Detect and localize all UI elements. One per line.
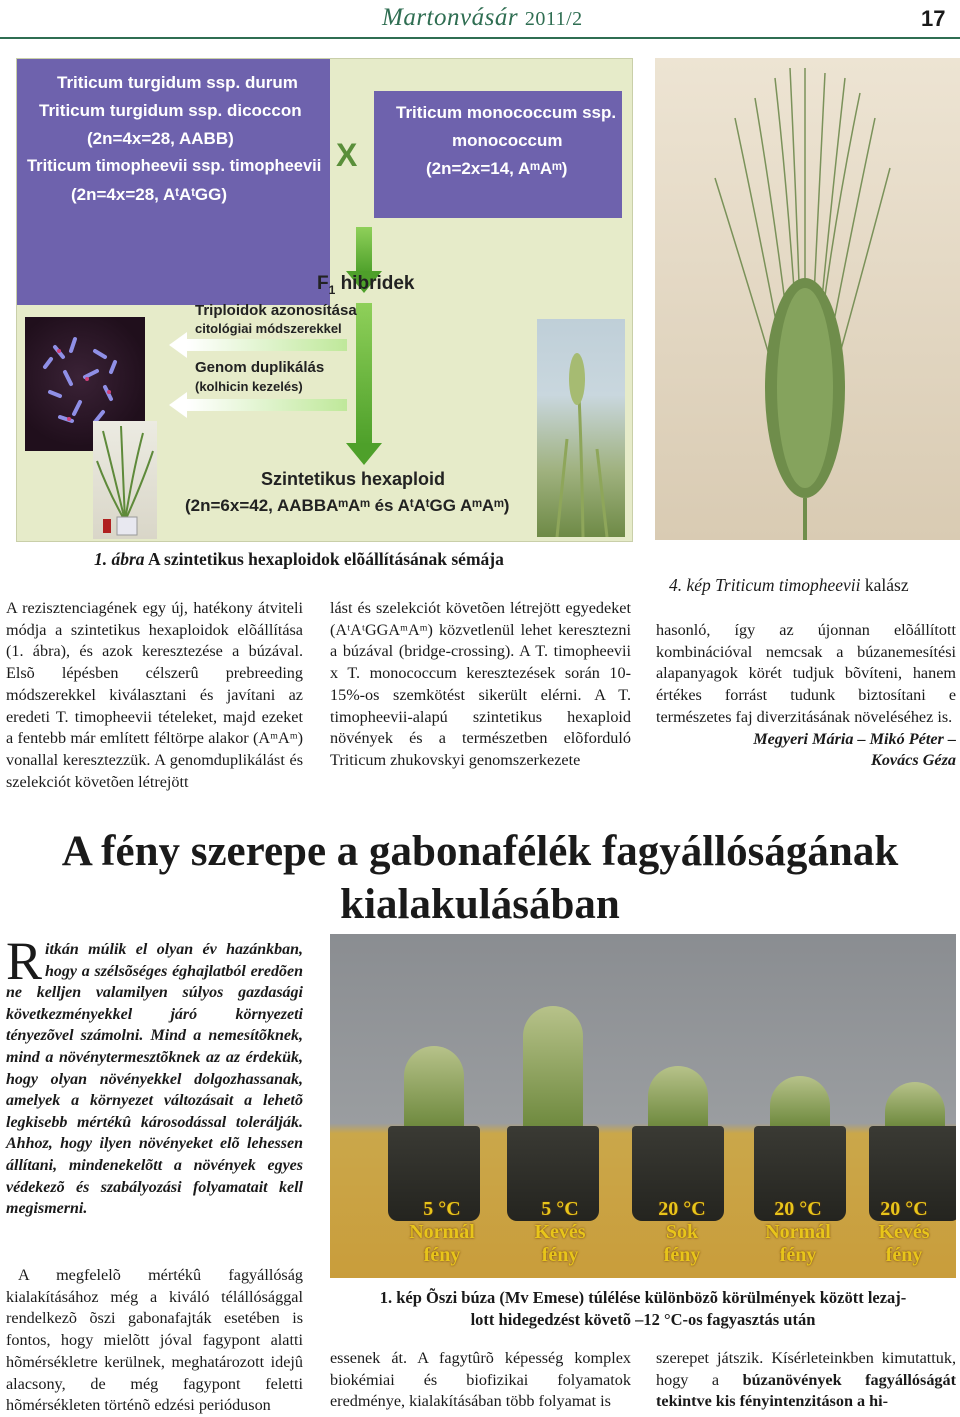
cross-symbol: X — [336, 137, 358, 173]
caption-line: 1. kép Õszi búza (Mv Emese) túlélése különbözõ körülmények között lezaj- — [379, 1288, 907, 1307]
triploid-label: Triploidok azonosítása — [195, 302, 357, 319]
left-species-line: Triticum turgidum ssp. durum — [57, 73, 298, 92]
caption-line: lott hidegedzést követõ –12 °C-os fagyasztás után — [470, 1310, 816, 1329]
synthetic-hexaploid-formula: (2n=6x=42, AABBAᵐAᵐ és AᵗAᵗGG AᵐAᵐ) — [185, 496, 510, 515]
article2-lead — [6, 931, 303, 1220]
left-species-line: (2n=4x=28, AABB) — [87, 129, 234, 148]
parent-species-box-right — [374, 91, 622, 218]
wheat-plant — [404, 1046, 464, 1126]
title-line: A fény szerepe a gabonafélék fagyállóságának — [61, 828, 899, 875]
magazine-issue: 2011/2 — [524, 8, 583, 30]
photo4-caption: 4. kép Triticum timopheevii kalász — [669, 575, 909, 595]
figure1-caption: 1. ábra A szintetikus hexaploidok elõállításának sémája — [94, 549, 504, 569]
arrow-down-2 — [356, 303, 372, 445]
article2-paragraph: szerepet játszik. Kísérleteinkben kimutattuk, hogy a búzanövények fagyállóságát tekintve kis fényintenzitáson a hi- — [656, 1349, 956, 1411]
wheat-plant — [523, 1006, 583, 1126]
right-species-line: monococcum — [452, 131, 563, 150]
article1-paragraph: lást és szelekciót követõen létrejött egyedeket (AᵗAᵗGGAᵐAᵐ) közvetlenül lehet keresztezni a búzával (bridge-crossing). A T. timopheevii x T. monococcum keresztezések során 10-15%-os szemkötést sikerült elérni. A T. timopheevii-alapú szintetikus hexaploid növények és a természetben elõforduló Triticum zhukovskyi genomszerkezete — [330, 599, 631, 769]
pot-label: 20 °C Kevés fény — [878, 1198, 930, 1266]
article1-column3 — [656, 620, 956, 772]
arrow-head-left-2 — [169, 392, 187, 418]
article1-column2 — [330, 598, 631, 772]
magazine-name: Martonvásár — [382, 4, 519, 31]
article2-title — [0, 825, 960, 931]
page-number: 17 — [921, 6, 946, 31]
synthetic-hexaploid-label: Szintetikus hexaploid — [261, 469, 446, 489]
author-signature: Kovács Géza — [871, 751, 956, 770]
article2-paragraph: A megfelelõ mértékû fagyállóság kialakításához még a kiváló télállósággal rendelkezõ õszi gabonafajták esetében is fontos, hogy mielõtt jóval fagypont alatti hõmérsékletre kerülnek, meghatározott idejû alacsony, de még fagypont feletti hõmérsékleten történõ edzési perióduson — [6, 1266, 303, 1415]
title-line: kialakulásában — [340, 881, 620, 928]
author-signature: Megyeri Mária – Mikó Péter – — [753, 729, 956, 748]
pot-label: 20 °C Normál fény — [765, 1198, 831, 1266]
wheat-pots-photo — [330, 934, 956, 1278]
left-species-line: Triticum timopheevii ssp. timopheevii — [27, 157, 322, 175]
photo1-caption — [330, 1287, 956, 1331]
field-wheat-photo — [537, 319, 625, 537]
article1-column1 — [6, 598, 303, 793]
arrow-left-1 — [187, 339, 347, 351]
arrow-down-1 — [356, 227, 372, 273]
wheat-plant — [648, 1066, 708, 1126]
pot-label: 20 °C Sok fény — [658, 1198, 706, 1266]
right-species-line: Triticum monococcum ssp. — [396, 103, 617, 122]
parent-species-box-left — [17, 59, 330, 305]
lead-text: itkán múlik el olyan év hazánkban, hogy a szélsõséges éghajlatból eredõen ne kelljen valamilyen súlyos gazdasági következményekkel járó környezeti tényezõvel számolni. Mind a nemesítõknek, mind a növénytermesztõknek az az érdekük, hogy olyan növényekkel dolgozhassanak, amelyek a környezet változásait a lehetõ legkisebb mértékû károsodással tolerálják. Ahhoz, hogy ilyen növényeket elõ lehessen állítani, mindenekelõtt a növények egyes védekezõ és szabályozási folyamatait kell megismerni. — [6, 941, 303, 1218]
arrow-left-2 — [187, 399, 347, 411]
hexaploid-scheme-figure — [16, 58, 633, 542]
header-rule — [0, 37, 960, 39]
seedling-photo — [93, 421, 157, 539]
left-species-line: Triticum turgidum ssp. dicoccon — [39, 101, 302, 120]
pot-label: 5 °C Kevés fény — [534, 1198, 586, 1266]
f1-hybrids-label: $F_1$ hibridek — [317, 273, 415, 297]
pot-label: 5 °C Normál fény — [409, 1198, 475, 1266]
article1-paragraph: hasonló, így az újonnan elõállított kombinációval nemcsak a búzanemesítési alapanyagok körét tudjuk bõvíteni, hanem értékes forrást tudunk biztosítani e természetes faj diverzitásának növeléséhez is. — [656, 621, 956, 726]
right-species-line: (2n=2x=14, AᵐAᵐ) — [426, 159, 568, 178]
article2-paragraph: essenek át. A fagytûrõ képesség komplex biokémiai és biofizikai folyamatok eredménye, kialakításában több folyamat is — [330, 1349, 631, 1411]
arrow-head-left-1 — [169, 332, 187, 358]
genome-duplication-sublabel: (kolhicin kezelés) — [195, 379, 303, 394]
wheat-plant — [770, 1076, 830, 1126]
genome-duplication-label: Genom duplikálás — [195, 359, 325, 376]
article2-column3 — [656, 1348, 956, 1413]
triploid-sublabel: citológiai módszerekkel — [195, 321, 342, 336]
article2-column1 — [6, 1265, 303, 1417]
drop-cap: R — [6, 931, 43, 991]
left-species-line: (2n=4x=28, AᵗAᵗGG) — [71, 185, 228, 204]
wheat-plant — [885, 1082, 945, 1126]
magazine-header — [382, 4, 583, 32]
article2-column2 — [330, 1348, 631, 1413]
triticum-timopheevii-spike-photo — [655, 58, 960, 540]
arrow-head-2 — [346, 443, 382, 465]
article1-paragraph: A rezisztenciagének egy új, hatékony átviteli módja a szintetikus hexaploidok elõállítása (1. ábra), és azok keresztezése a búzával. Elsõ lépésben célszerû prebreeding módszerekkel kiválasztani és javítani az eredeti T. timopheevii tételeket, majd ezeket a fentebb már említett féltörpe alakor (AᵐAᵐ) vonallal keresztezzük. A genomduplikálást és szelekciót követõen létrejött — [6, 599, 303, 791]
